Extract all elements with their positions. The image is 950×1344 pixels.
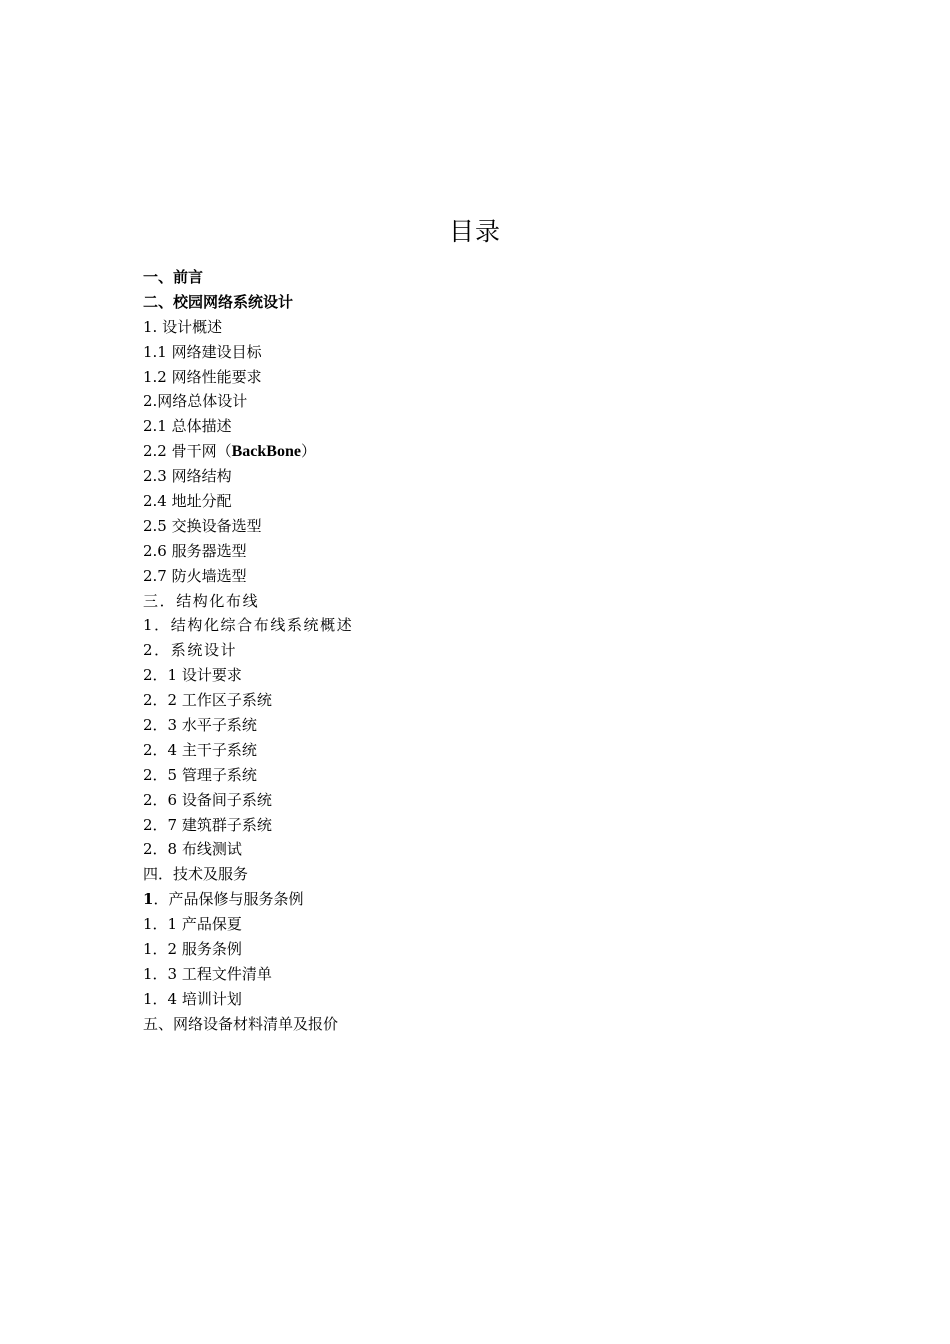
toc-entry: [143, 763, 783, 788]
toc-entry-text: 2．7 建筑群子系统: [143, 815, 272, 834]
toc-entry: [143, 962, 783, 987]
toc-entry: [143, 414, 783, 439]
toc-entry-text: 1．结构化综合布线系统概述: [143, 616, 354, 635]
toc-entry: [143, 564, 783, 589]
toc-entry-text: 2．6 设备间子系统: [143, 790, 272, 809]
toc-entry: [143, 265, 783, 290]
toc-entry: [143, 613, 783, 638]
toc-entry-text: ．产品保修与服务条例: [153, 890, 304, 909]
toc-entry: [143, 738, 783, 763]
toc-entry-text: 1.1 网络建设目标: [143, 342, 262, 361]
page-title: 目录: [448, 217, 501, 246]
toc-entry-text: 2.2 骨干网（: [143, 442, 232, 461]
toc-entry: [143, 489, 783, 514]
toc-entry-text: 1.2 网络性能要求: [143, 367, 262, 386]
toc-entry: [143, 887, 783, 912]
toc-entry: [143, 813, 783, 838]
toc-entry-text: 五、网络设备材料清单及报价: [143, 1014, 339, 1033]
toc-entry-text: 1．1 产品保夏: [143, 915, 242, 934]
toc-entry-text: 一、前言: [143, 268, 204, 286]
toc-entry-text: ）: [300, 442, 316, 461]
toc-entry: [143, 987, 783, 1012]
toc-entry: [143, 290, 783, 315]
toc-entry-text: 2.3 网络结构: [143, 467, 232, 486]
toc-entry: [143, 365, 783, 390]
toc-entry-text: 2.网络总体设计: [143, 392, 248, 411]
toc-entry: [143, 514, 783, 539]
toc-entry-text: 2．3 水平子系统: [143, 716, 257, 735]
toc-entry: [143, 539, 783, 564]
toc-entry: [143, 663, 783, 688]
toc-entry: [143, 912, 783, 937]
toc-entry-text: 2.7 防火墙选型: [143, 566, 247, 585]
toc-entry: [143, 439, 783, 464]
toc-entry-text: 二、校园网络系统设计: [143, 292, 294, 311]
toc-entry: [143, 389, 783, 414]
table-of-contents: [143, 265, 783, 1037]
toc-entry-text: 1．3 工程文件清单: [143, 964, 272, 983]
toc-entry-text: 2．2 工作区子系统: [143, 691, 272, 710]
toc-entry-text: 2．8 布线测试: [143, 840, 242, 859]
toc-entry-text: 1: [143, 890, 154, 909]
toc-entry-text: 2．5 管理子系统: [143, 765, 257, 784]
toc-entry-text: BackBone: [231, 443, 301, 461]
toc-entry-text: 2．1 设计要求: [143, 666, 242, 685]
toc-entry-text: 1. 设计概述: [143, 317, 223, 336]
toc-entry-text: 2.5 交换设备选型: [143, 516, 262, 535]
toc-entry: [143, 937, 783, 962]
toc-entry-text: 2．系统设计: [143, 641, 238, 660]
toc-entry: [143, 713, 783, 738]
toc-entry: [143, 589, 783, 614]
toc-entry-text: 2.6 服务器选型: [143, 541, 247, 560]
toc-entry: [143, 340, 783, 365]
toc-entry: [143, 1012, 783, 1037]
toc-entry-text: 1．4 培训计划: [143, 989, 242, 1008]
toc-entry: [143, 837, 783, 862]
toc-entry: [143, 788, 783, 813]
toc-entry: [143, 688, 783, 713]
toc-entry-text: 2.1 总体描述: [143, 417, 232, 436]
toc-entry: [143, 862, 783, 887]
toc-entry-text: 四．技术及服务: [143, 865, 249, 884]
toc-entry: [143, 315, 783, 340]
toc-entry: [143, 464, 783, 489]
toc-entry-text: 2.4 地址分配: [143, 492, 232, 511]
toc-entry-text: 2．4 主干子系统: [143, 740, 257, 759]
toc-entry-text: 三．结构化布线: [143, 591, 260, 610]
toc-entry: [143, 638, 783, 663]
toc-entry-text: 1．2 服务条例: [143, 940, 242, 959]
